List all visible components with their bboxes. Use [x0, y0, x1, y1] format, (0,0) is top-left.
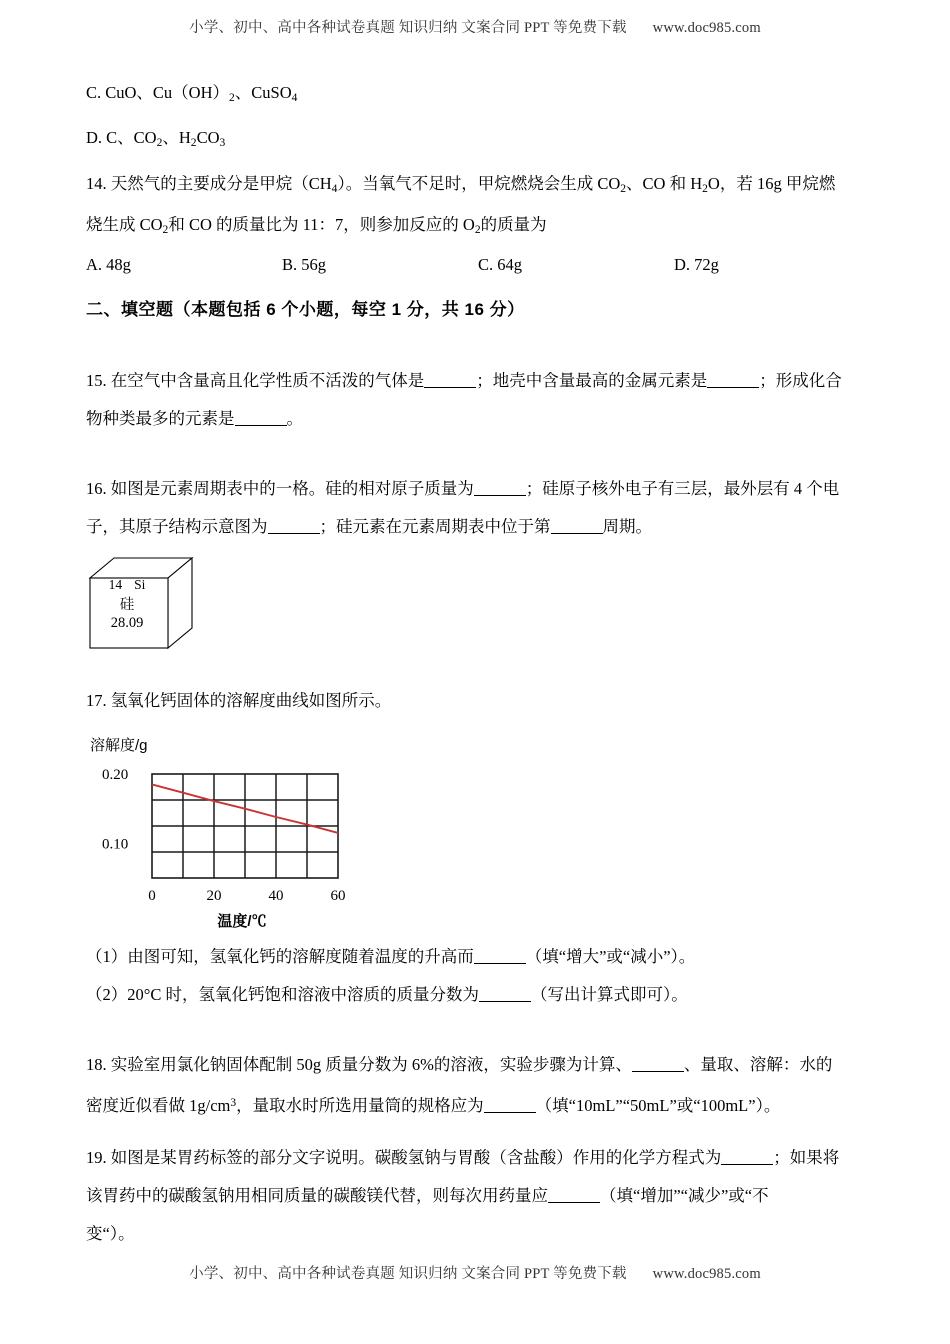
chart-svg	[86, 732, 416, 932]
svg-text:溶解度/g: 溶解度/g	[90, 736, 148, 754]
q14-l1b: ）。当氧气不足时，甲烷燃烧会生成 CO	[337, 173, 621, 193]
option-c-sub1: 2	[229, 91, 235, 104]
q18-blank-1[interactable]	[632, 1055, 684, 1072]
svg-text:0.10: 0.10	[102, 835, 129, 852]
q17-blank-1[interactable]	[474, 947, 526, 964]
document-body	[86, 76, 876, 1253]
q14-option-b[interactable]: B. 56g	[282, 254, 327, 274]
question-18	[86, 1046, 876, 1125]
q16-blank-3[interactable]	[551, 517, 603, 534]
question-14-line-2	[86, 207, 876, 248]
option-d-sub2: 2	[190, 136, 197, 149]
q15-l1a: 15. 在空气中含量高且化学性质不活泼的气体是	[86, 370, 425, 390]
atomic-number: 14	[108, 576, 123, 592]
q16-l2a: 子，其原子结构示意图为	[86, 516, 268, 536]
question-17-stem: 17. 氢氧化钙固体的溶解度曲线如图所示。	[86, 690, 392, 710]
q16-l1b: ；硅原子核外电子有三层，最外层有 4 个电	[525, 478, 840, 498]
q14-option-c[interactable]: C. 64g	[478, 254, 523, 274]
q14-l2-sub2: 2	[474, 223, 481, 236]
q15-l1c: ；形成化合	[759, 370, 842, 390]
q18-l2a: 密度近似看做 1g/cm	[86, 1095, 231, 1115]
option-d-text: D. C、CO	[86, 127, 157, 147]
option-d-sub1: 2	[156, 136, 163, 149]
option-c-text: C. CuO、Cu（OH）	[86, 83, 230, 102]
q16-blank-2[interactable]	[268, 517, 320, 534]
q14-l1c: 、CO 和 H	[626, 173, 703, 193]
q16-l1a: 16. 如图是元素周期表中的一格。硅的相对原子质量为	[86, 478, 474, 498]
cube-front-face-content	[90, 578, 164, 632]
question-18-line-2	[86, 1084, 876, 1125]
q14-l1a: 14. 天然气的主要成分是甲烷（CH	[86, 173, 332, 193]
svg-text:0: 0	[148, 887, 156, 904]
question-14-options	[86, 248, 876, 282]
q15-l2a: 物种类最多的元素是	[86, 408, 235, 428]
q17-s2a: （2）20°C 时，氢氧化钙饱和溶液中溶质的质量分数为	[86, 984, 479, 1004]
q18-blank-2[interactable]	[484, 1096, 536, 1113]
element-symbol: Si	[134, 576, 146, 592]
question-17	[86, 682, 876, 1014]
q15-blank-3[interactable]	[235, 409, 287, 426]
q16-blank-1[interactable]	[474, 479, 526, 496]
q14-l2b: 和 CO 的质量比为 11：7，则参加反应的 O	[168, 214, 475, 234]
question-16	[86, 470, 876, 660]
option-c-sub2: 4	[291, 91, 298, 104]
q15-l2b: 。	[286, 408, 303, 428]
question-17-sub-1	[86, 938, 876, 976]
q14-option-a[interactable]: A. 48g	[86, 254, 131, 274]
header-text: 小学、初中、高中各种试卷真题 知识归纳 文案合同 PPT 等免费下载	[189, 20, 627, 36]
atomic-mass: 28.09	[110, 614, 144, 631]
question-16-line-1	[86, 470, 876, 508]
q14-option-d[interactable]: D. 72g	[674, 254, 719, 274]
option-d-mid: 、H	[162, 127, 191, 147]
q17-s1a: （1）由图可知，氢氧化钙的溶解度随着温度的升高而	[86, 946, 474, 966]
page-header	[0, 16, 950, 37]
q14-l1-sub2: 2	[620, 182, 627, 195]
section-2-heading: 二、填空题（本题包括 6 个小题，每空 1 分，共 16 分）	[86, 299, 525, 319]
q17-blank-2[interactable]	[479, 985, 531, 1002]
svg-text:0.20: 0.20	[102, 766, 129, 783]
q19-blank-1[interactable]	[721, 1148, 773, 1165]
question-17-subquestions	[86, 938, 876, 1014]
question-17-sub-2	[86, 976, 876, 1014]
question-15-line-1	[86, 362, 876, 400]
question-15-line-2	[86, 400, 876, 438]
option-d-sub3: 3	[219, 136, 226, 149]
q16-l2b: ；硅元素在元素周期表中位于第	[319, 516, 551, 536]
q14-l1-sub1: 4	[331, 182, 338, 195]
q18-l2b: ，量取水时所选用量筒的规格应为	[236, 1095, 484, 1115]
q18-l1b: 、量取、溶解：水的	[683, 1054, 833, 1074]
footer-url: www.doc985.com	[652, 1266, 761, 1282]
question-19-line-2	[86, 1177, 876, 1215]
q19-l1b: ；如果将	[773, 1147, 840, 1167]
footer-text: 小学、初中、高中各种试卷真题 知识归纳 文案合同 PPT 等免费下载	[189, 1266, 627, 1282]
question-14	[86, 166, 876, 282]
q16-l2c: 周期。	[602, 516, 652, 536]
q19-l2a: 该胃药中的碳酸氢钠用相同质量的碳酸镁代替，则每次用药量应	[86, 1185, 548, 1205]
element-chinese-name: 硅	[119, 596, 135, 613]
question13-option-c	[86, 76, 876, 115]
q15-blank-2[interactable]	[707, 371, 759, 388]
question-15	[86, 362, 876, 438]
q15-blank-1[interactable]	[424, 371, 476, 388]
q14-l1d: O，若 16g 甲烷燃	[707, 173, 836, 193]
cube-row-number-symbol	[90, 578, 164, 592]
question-18-line-1	[86, 1046, 876, 1084]
q17-s2b: （写出计算式即可）。	[530, 984, 688, 1004]
question-19	[86, 1139, 876, 1253]
periodic-table-cell-figure	[88, 556, 876, 660]
svg-text:40: 40	[268, 887, 284, 904]
q18-l1a: 18. 实验室用氯化钠固体配制 50g 质量分数为 6%的溶液，实验步骤为计算、	[86, 1054, 632, 1074]
q19-l1a: 19. 如图是某胃药标签的部分文字说明。碳酸氢钠与胃酸（含盐酸）作用的化学方程式为	[86, 1147, 722, 1167]
option-d-mid2: CO	[196, 127, 220, 147]
question-19-line-3: 变“）。	[86, 1223, 135, 1243]
q19-blank-2[interactable]	[548, 1186, 600, 1203]
header-url: www.doc985.com	[652, 20, 761, 36]
q17-s1b: （填“增大”或“减小”）。	[525, 946, 696, 966]
svg-text:温度/℃: 温度/℃	[217, 912, 267, 930]
q18-l2-sup: 3	[230, 1096, 237, 1109]
q14-l2-sub1: 2	[162, 223, 169, 236]
solubility-curve-chart	[86, 732, 416, 932]
q14-l2c: 的质量为	[480, 214, 547, 234]
svg-text:60: 60	[330, 887, 346, 904]
q18-l2c: （填“10mL”“50mL”或“100mL”）。	[535, 1095, 781, 1115]
question-14-line-1	[86, 166, 876, 207]
question-19-line-1	[86, 1139, 876, 1177]
question13-option-d	[86, 121, 876, 160]
svg-text:20: 20	[206, 887, 222, 904]
page-footer	[0, 1262, 950, 1283]
q14-l1-sub3: 2	[702, 182, 708, 195]
q19-l2b: （填“增加”“减少”或“不	[600, 1185, 769, 1205]
q14-l2a: 烧生成 CO	[86, 214, 163, 234]
option-c-mid: 、CuSO	[234, 83, 292, 102]
question-16-line-2	[86, 508, 876, 546]
q15-l1b: ；地壳中含量最高的金属元素是	[476, 370, 708, 390]
